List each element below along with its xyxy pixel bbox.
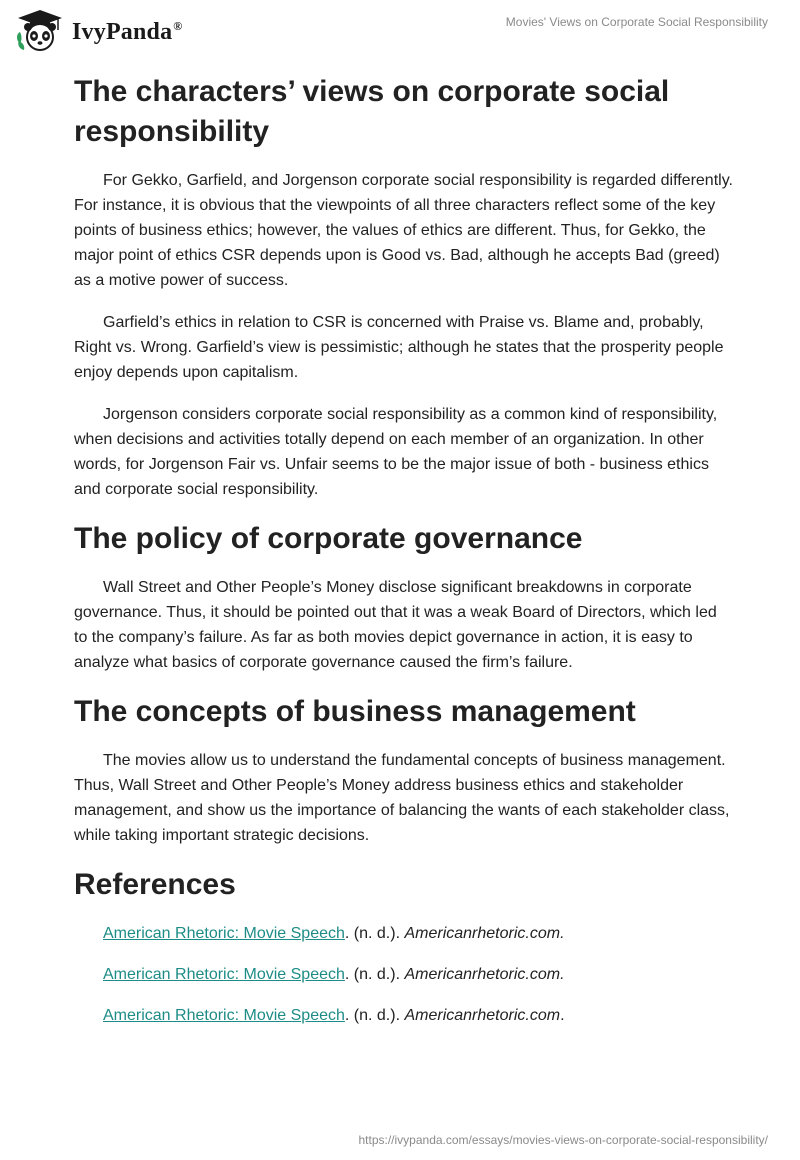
paragraph: For Gekko, Garfield, and Jorgenson corporate social responsibility is regarded differently. For instance, it is obvious that the viewpoints of all three characters reflect some of the key points of business ethics; however, the values of ethics are different. Thus, for Gekko, the major point of ethics CSR depends upon is Good vs. Bad, although he accepts Bad (greed) as a motive power of success.	[74, 172, 733, 289]
page-header	[0, 0, 800, 60]
reference-end: .	[560, 966, 565, 983]
panda-graduate-icon	[14, 8, 66, 54]
paragraph: Garfield’s ethics in relation to CSR is concerned with Praise vs. Blame and, probably, Right vs. Wrong. Garfield’s view is pessimistic; although he states that the prosperity people enjoy depends upon capitalism.	[74, 314, 724, 381]
ivypanda-logo[interactable]	[14, 8, 182, 54]
section-heading: The characters’ views on corporate social responsibility	[74, 75, 670, 148]
section-heading: The policy of corporate governance	[74, 522, 583, 555]
section-references	[74, 865, 734, 1028]
reference-link[interactable]: American Rhetoric: Movie Speech	[103, 925, 345, 942]
paragraph: Wall Street and Other People’s Money disclose significant breakdowns in corporate governance. Thus, it should be pointed out that it was a weak Board of Directors, which led to the company’s failure. As far as both movies depict governance in action, it is easy to analyze what basics of corporate governance caused the firm’s failure.	[74, 579, 717, 671]
reference-link[interactable]: American Rhetoric: Movie Speech	[103, 1007, 345, 1024]
section-corporate-governance	[74, 519, 734, 675]
reference-date: . (n. d.).	[344, 925, 405, 942]
reference-source: Americanrhetoric.com	[404, 966, 561, 983]
brand-name: IvyPanda®	[72, 18, 183, 45]
reference-link[interactable]: American Rhetoric: Movie Speech	[103, 966, 345, 983]
paragraph: The movies allow us to understand the fundamental concepts of business management. Thus, Wall Street and Other People’s Money address business ethics and stakeholder management, and show us the importance of balancing the wants of each stakeholder class, while taking important strategic decisions.	[74, 752, 730, 844]
reference-end: .	[560, 1007, 565, 1024]
reference-source: Americanrhetoric.com	[404, 925, 561, 942]
section-characters-views	[74, 72, 734, 502]
document-title: Movies' Views on Corporate Social Responsibility	[505, 15, 768, 29]
section-heading: The concepts of business management	[74, 695, 636, 728]
reference-item	[103, 1003, 734, 1028]
reference-end: .	[560, 925, 565, 942]
paragraph: Jorgenson considers corporate social responsibility as a common kind of responsibility, when decisions and activities totally depend on each member of an organization. In other words, for Jorgenson Fair vs. Unfair seems to be the major issue of both - business ethics and corporate social responsibility.	[74, 406, 718, 498]
reference-date: . (n. d.).	[344, 966, 405, 983]
references-heading: References	[74, 868, 236, 901]
reference-item	[103, 962, 734, 987]
reference-source: Americanrhetoric.com	[404, 1007, 561, 1024]
reference-date: . (n. d.).	[344, 1007, 405, 1024]
reference-item	[103, 921, 734, 946]
section-business-management	[74, 692, 734, 848]
essay-body	[74, 72, 734, 1044]
page-url: https://ivypanda.com/essays/movies-views-on-corporate-social-responsibility/	[358, 1133, 768, 1147]
